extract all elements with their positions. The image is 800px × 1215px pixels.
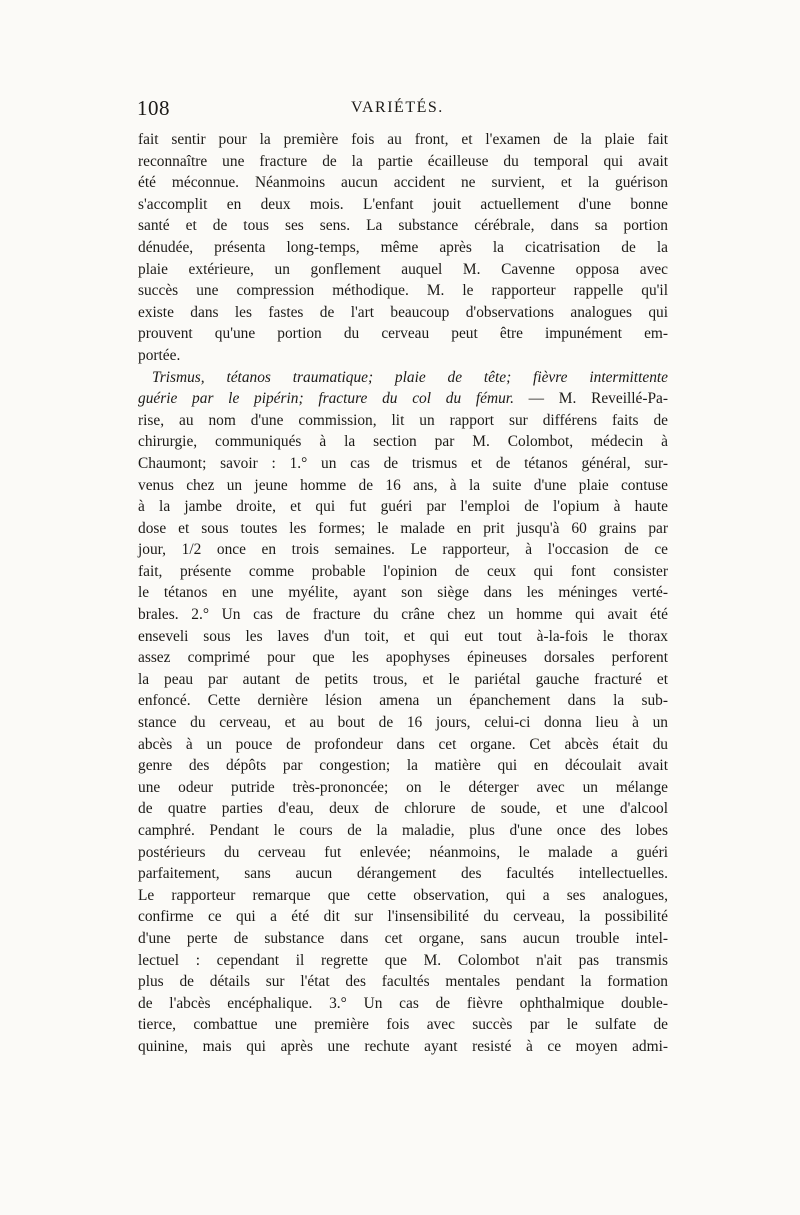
text-line: d'une perte de substance dans cet organe, sans aucun trouble intel- xyxy=(138,929,668,947)
text-line: dénudée, présenta long-temps, même après la cicatrisation de la xyxy=(138,238,668,256)
text-line: parfaitement, sans aucun dérangement des facultés intellectuelles. xyxy=(138,865,668,883)
text-line: rise, au nom d'une commission, lit un rapport sur différens faits de xyxy=(138,411,668,429)
page-header xyxy=(137,96,669,122)
body-text xyxy=(138,129,668,1058)
text-line: abcès à un pouce de profondeur dans cet organe. Cet abcès était du xyxy=(138,735,668,753)
text-line: enfoncé. Cette dernière lésion amena un épanchement dans la sub- xyxy=(138,692,668,710)
text-line: une odeur putride très-prononcée; on le déterger avec un mélange xyxy=(138,778,668,796)
text-line: santé et de tous ses sens. La substance cérébrale, dans sa portion xyxy=(138,217,668,235)
text-line: dose et sous toutes les formes; le malade en prit jusqu'à 60 grains par xyxy=(138,519,668,537)
text-line: Chaumont; savoir : 1.° un cas de trismus et de tétanos général, sur- xyxy=(138,454,668,472)
text-line: Le rapporteur remarque que cette observation, qui a ses analogues, xyxy=(138,886,668,904)
running-head: VARIÉTÉS. xyxy=(351,99,444,116)
text-line: de quatre parties d'eau, deux de chlorure de soude, et une d'alcool xyxy=(138,800,668,818)
text-line: le tétanos en une myélite, ayant son siège dans les méninges verté- xyxy=(138,584,668,602)
section-heading: Trismus, tétanos traumatique; plaie de tête; fièvre intermittente xyxy=(152,368,668,386)
text-line: lectuel : cependant il regrette que M. Colombot n'ait pas transmis xyxy=(138,951,668,969)
text-line: reconnaître une fracture de la partie écailleuse du temporal qui avait xyxy=(138,152,668,170)
text-line: jour, 1/2 once en trois semaines. Le rapporteur, à l'occasion de ce xyxy=(138,541,668,559)
text-line: tierce, combattue une première fois avec succès par le sulfate de xyxy=(138,1016,668,1034)
text-line: venus chez un jeune homme de 16 ans, à la suite d'une plaie contuse xyxy=(138,476,668,494)
text-line: stance du cerveau, et au bout de 16 jours, celui-ci donna lieu à un xyxy=(138,714,668,732)
text-line: été méconnue. Néanmoins aucun accident ne survient, et la guérison xyxy=(138,174,668,192)
text-line: plaie extérieure, un gonflement auquel M. Cavenne opposa avec xyxy=(138,260,668,278)
text-line: chirurgie, communiqués à la section par M. Colombot, médecin à xyxy=(138,433,668,451)
text-line: s'accomplit en deux mois. L'enfant jouit actuellement d'une bonne xyxy=(138,195,668,213)
paragraph-1 xyxy=(138,129,668,367)
text-run: — M. Reveillé-Pa- xyxy=(513,390,668,408)
text-line: prouvent qu'une portion du cerveau peut être impunément em- xyxy=(138,325,668,343)
text-line: assez comprimé pour que les apophyses épineuses dorsales perforent xyxy=(138,649,668,667)
page-number: 108 xyxy=(137,96,170,120)
text-line: fait sentir pour la première fois au front, et l'examen de la plaie fait xyxy=(138,131,668,148)
text-line: genre des dépôts par congestion; la matière qui en découlait avait xyxy=(138,757,668,775)
text-line: enseveli sous les laves d'un toit, et qui eut tout à-la-fois le thorax xyxy=(138,627,668,645)
text-line: la peau par autant de petits trous, et le pariétal gauche fracturé et xyxy=(138,670,668,688)
text-line: à la jambe droite, et qui fut guéri par l'emploi de l'opium à haute xyxy=(138,498,668,516)
text-line: plus de détails sur l'état des facultés mentales pendant la formation xyxy=(138,973,668,991)
text-line: quinine, mais qui après une rechute ayant resisté à ce moyen admi- xyxy=(138,1037,668,1055)
text-line: postérieurs du cerveau fut enlevée; néanmoins, le malade a guéri xyxy=(138,843,668,861)
text-line: camphré. Pendant le cours de la maladie, plus d'une once des lobes xyxy=(138,822,668,839)
text-line xyxy=(138,388,668,410)
text-line: brales. 2.° Un cas de fracture du crâne chez un homme qui avait été xyxy=(138,606,668,624)
text-line: succès une compression méthodique. M. le rapporteur rappelle qu'il xyxy=(138,282,668,300)
section-heading-line xyxy=(138,367,668,389)
text-line: confirme ce qui a été dit sur l'insensibilité du cerveau, la possibilité xyxy=(138,908,668,926)
text-line: fait, présente comme probable l'opinion de ceux qui font consister xyxy=(138,562,668,580)
text-line: de l'abcès encéphalique. 3.° Un cas de fièvre ophthalmique double- xyxy=(138,994,668,1012)
paragraph-2 xyxy=(138,367,668,1058)
text-line: existe dans les fastes de l'art beaucoup d'observations analogues qui xyxy=(138,303,668,321)
section-heading-continued: guérie par le pipérin; fracture du col du fémur. xyxy=(138,390,514,408)
text-line: portée. xyxy=(138,346,181,364)
